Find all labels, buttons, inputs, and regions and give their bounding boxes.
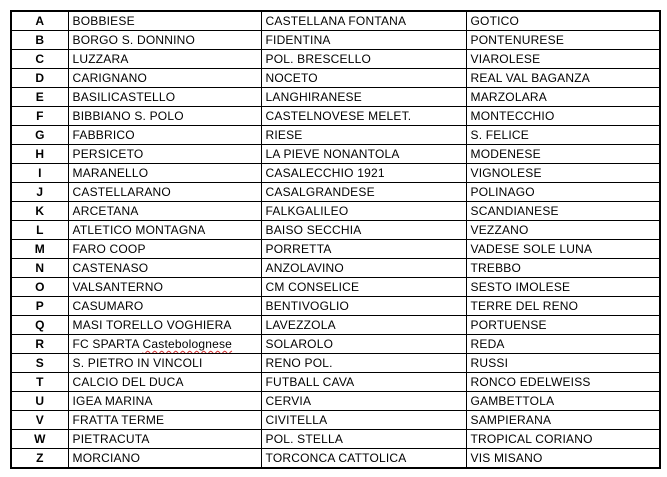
group-letter: E (11, 88, 68, 107)
team-cell: PONTENURESE (466, 31, 660, 50)
group-letter: N (11, 259, 68, 278)
team-cell: SCANDIANESE (466, 202, 660, 221)
team-cell: FARO COOP (68, 240, 261, 259)
table-row (11, 88, 660, 107)
group-letter: J (11, 183, 68, 202)
team-cell: CASTELLARANO (68, 183, 261, 202)
team-cell: CASTELNOVESE MELET. (261, 107, 466, 126)
team-cell: SOLAROLO (261, 335, 466, 354)
team-cell: PERSICETO (68, 145, 261, 164)
team-cell: FABBRICO (68, 126, 261, 145)
team-cell: BAISO SECCHIA (261, 221, 466, 240)
team-cell: REAL VAL BAGANZA (466, 69, 660, 88)
group-letter: I (11, 164, 68, 183)
team-cell: RENO POL. (261, 354, 466, 373)
team-cell: GOTICO (466, 11, 660, 31)
team-cell: CIVITELLA (261, 411, 466, 430)
team-cell: BOBBIESE (68, 11, 261, 31)
table-row (11, 164, 660, 183)
team-cell: IGEA MARINA (68, 392, 261, 411)
table-row (11, 278, 660, 297)
team-cell: BORGO S. DONNINO (68, 31, 261, 50)
team-cell: PIETRACUTA (68, 430, 261, 449)
table-row (11, 31, 660, 50)
team-cell: TERRE DEL RENO (466, 297, 660, 316)
team-cell: POL. STELLA (261, 430, 466, 449)
team-cell: ATLETICO MONTAGNA (68, 221, 261, 240)
team-cell: CARIGNANO (68, 69, 261, 88)
group-letter: U (11, 392, 68, 411)
team-cell: VEZZANO (466, 221, 660, 240)
table-row (11, 354, 660, 373)
team-cell: ARCETANA (68, 202, 261, 221)
team-cell: SAMPIERANA (466, 411, 660, 430)
team-cell: TROPICAL CORIANO (466, 430, 660, 449)
team-cell: NOCETO (261, 69, 466, 88)
team-cell: TREBBO (466, 259, 660, 278)
team-cell: PORRETTA (261, 240, 466, 259)
team-cell: SESTO IMOLESE (466, 278, 660, 297)
team-cell: GAMBETTOLA (466, 392, 660, 411)
group-letter: F (11, 107, 68, 126)
team-cell: RIESE (261, 126, 466, 145)
table-row (11, 335, 660, 354)
team-cell: RUSSI (466, 354, 660, 373)
team-cell: BASILICASTELLO (68, 88, 261, 107)
team-cell: MONTECCHIO (466, 107, 660, 126)
team-cell: LA PIEVE NONANTOLA (261, 145, 466, 164)
table-row (11, 107, 660, 126)
table-row (11, 411, 660, 430)
team-cell: LANGHIRANESE (261, 88, 466, 107)
team-cell: VIS MISANO (466, 449, 660, 469)
table-row (11, 11, 660, 31)
team-cell: FUTBALL CAVA (261, 373, 466, 392)
team-cell: POL. BRESCELLO (261, 50, 466, 69)
team-cell: BENTIVOGLIO (261, 297, 466, 316)
team-cell: S. PIETRO IN VINCOLI (68, 354, 261, 373)
table-row (11, 373, 660, 392)
team-cell: FC SPARTA Castebolognese (68, 335, 261, 354)
team-cell: CASUMARO (68, 297, 261, 316)
table-row (11, 392, 660, 411)
table-row (11, 202, 660, 221)
group-letter: T (11, 373, 68, 392)
team-cell: MORCIANO (68, 449, 261, 469)
table-row (11, 449, 660, 469)
table-row (11, 430, 660, 449)
team-cell: VIGNOLESE (466, 164, 660, 183)
team-cell: BIBBIANO S. POLO (68, 107, 261, 126)
group-letter: D (11, 69, 68, 88)
table-row (11, 145, 660, 164)
team-cell: PORTUENSE (466, 316, 660, 335)
team-cell: CASTELLANA FONTANA (261, 11, 466, 31)
table-row (11, 240, 660, 259)
group-letter: R (11, 335, 68, 354)
table-row (11, 316, 660, 335)
group-letter: A (11, 11, 68, 31)
table-row (11, 126, 660, 145)
group-letter: C (11, 50, 68, 69)
table-row (11, 50, 660, 69)
team-cell: CASTENASO (68, 259, 261, 278)
table-row (11, 297, 660, 316)
table-row (11, 69, 660, 88)
team-cell: VALSANTERNO (68, 278, 261, 297)
team-cell: ANZOLAVINO (261, 259, 466, 278)
team-cell: S. FELICE (466, 126, 660, 145)
team-cell: CASALGRANDESE (261, 183, 466, 202)
team-cell: POLINAGO (466, 183, 660, 202)
spellcheck-underlined-word: Castebolognese (142, 337, 233, 351)
group-letter: V (11, 411, 68, 430)
group-letter: W (11, 430, 68, 449)
group-letter: B (11, 31, 68, 50)
group-letter: P (11, 297, 68, 316)
team-cell: LUZZARA (68, 50, 261, 69)
group-letter: K (11, 202, 68, 221)
groups-table (10, 10, 661, 469)
team-cell: CM CONSELICE (261, 278, 466, 297)
team-cell: RONCO EDELWEISS (466, 373, 660, 392)
team-cell: FIDENTINA (261, 31, 466, 50)
team-cell: MARANELLO (68, 164, 261, 183)
group-letter: H (11, 145, 68, 164)
team-cell: TORCONCA CATTOLICA (261, 449, 466, 469)
table-row (11, 259, 660, 278)
team-cell: CERVIA (261, 392, 466, 411)
team-cell: CASALECCHIO 1921 (261, 164, 466, 183)
team-cell: MARZOLARA (466, 88, 660, 107)
table-body (11, 11, 660, 468)
group-letter: S (11, 354, 68, 373)
team-cell: FALKGALILEO (261, 202, 466, 221)
team-cell: VIAROLESE (466, 50, 660, 69)
team-cell: FRATTA TERME (68, 411, 261, 430)
group-letter: O (11, 278, 68, 297)
team-cell: REDA (466, 335, 660, 354)
team-cell: MASI TORELLO VOGHIERA (68, 316, 261, 335)
group-letter: M (11, 240, 68, 259)
group-letter: Q (11, 316, 68, 335)
team-cell: VADESE SOLE LUNA (466, 240, 660, 259)
team-cell: LAVEZZOLA (261, 316, 466, 335)
team-cell: MODENESE (466, 145, 660, 164)
table-row (11, 183, 660, 202)
table-row (11, 221, 660, 240)
team-cell: CALCIO DEL DUCA (68, 373, 261, 392)
group-letter: L (11, 221, 68, 240)
group-letter: G (11, 126, 68, 145)
group-letter: Z (11, 449, 68, 469)
